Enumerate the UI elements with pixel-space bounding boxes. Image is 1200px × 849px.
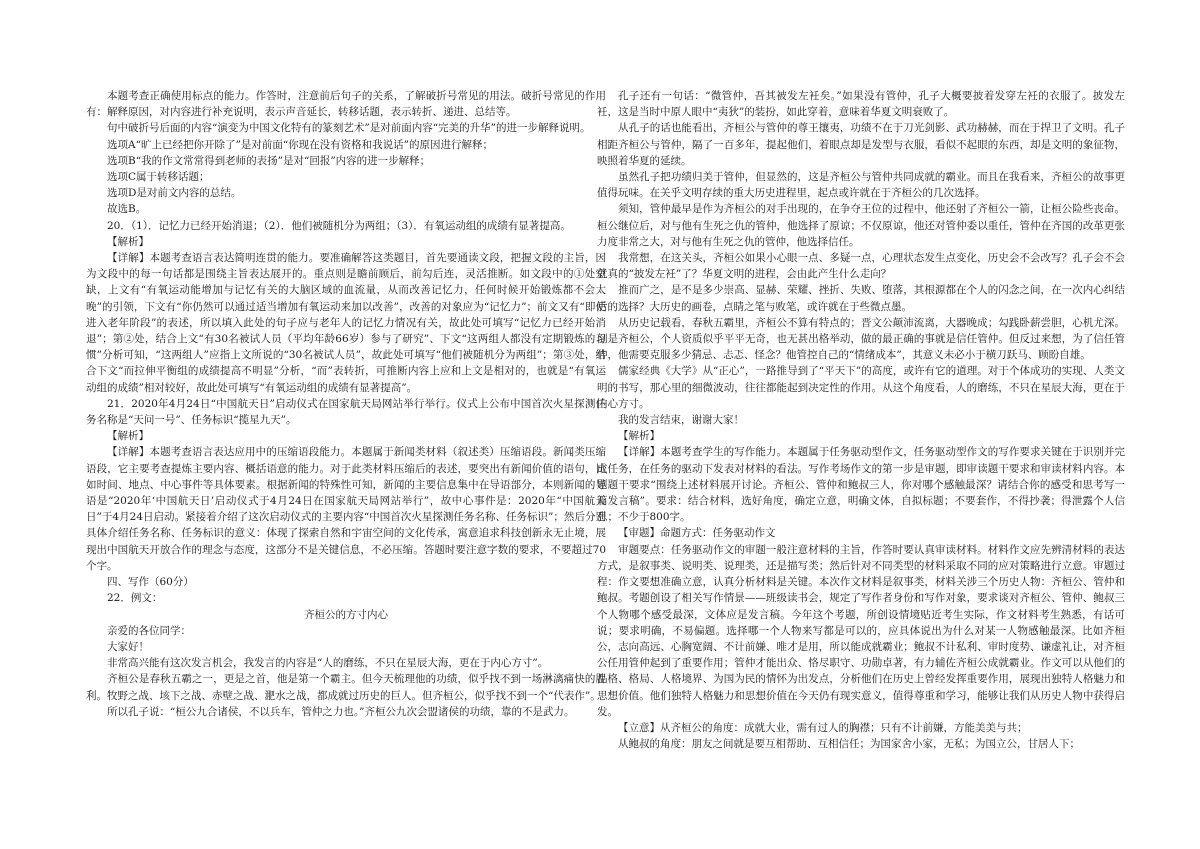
- paragraph: 【详解】本题考查学生的写作能力。本题属于任务驱动型作文，任务驱动型作文的写作要求关键在于识别并完成任务，在任务的驱动下发表对材料的看法。写作考场作文的第一步是审题，即审读题干要求和审读材料内容。本题题干要求“围绕上述材料展开讨论。齐桓公、管仲和鲍叔三人，你对哪个感触最深？请结合你的感受和思考写一篇发言稿”。要求：结合材料，选好角度，确定立意，明确文体，自拟标题；不要套作，不得抄袭；得泄露个人信息；不少于800字。: [597, 446, 1125, 524]
- paragraph: 【立意】从齐桓公的角度：成就大业，需有过人的胸襟；只有不计前嫌，方能美美与共；: [618, 721, 1028, 734]
- paragraph: 我的发言结束，谢谢大家！: [618, 414, 744, 427]
- paragraph: 孔子还有一句话：“微管仲，吾其被发左衽矣。”如果没有管仲，孔子大概要披着发穿左衽的衣服了。披发左衽，这是当时中原人眼中“夷狄”的装扮，如此穿着，意味着华夏文明衰败了。: [597, 90, 1125, 119]
- paragraph: 须知，管仲最早是作为齐桓公的对手出现的，在争夺王位的过程中，他还射了齐桓公一箭，让桓公险些丧命。桓公继位后，对与他有生死之仇的管仲，他选择了原谅；不仅原谅，他还对管仲委以重任，管仲在齐国的改革更张力度非常之大，对与他有生死之仇的管仲，他选择信任。: [597, 203, 1125, 248]
- answer-20: 20．（1）．记忆力已经开始消退；（2）．他们被随机分为两组；（3）．有氧运动组的成绩有显著提高。: [107, 219, 571, 232]
- right-column: [597, 88, 1125, 752]
- paragraph: 句中破折号后面的内容“演变为中国文化特有的篆刻艺术”是对前面内容“完美的升华”的进一步解释说明。: [107, 122, 591, 135]
- paragraph: 从历史记载看，春秋五霸里，齐桓公不算有特点的；晋文公颠沛流离，大器晚成；勾践卧薪尝胆，心机尤深。倒是齐桓公，个人资质似乎平平无奇，也无甚出格举动，做的最正确的事就是信任管仲。但反过来想，为了信任管仲，他需要克服多少猜忌、忐忑、怪念？他管控自己的“情绪成本”，其意义未必小于横刀跃马、顾盼自雄。: [597, 316, 1125, 362]
- essay-title: 齐桓公的方寸内心: [304, 608, 388, 621]
- paragraph: 【详解】本题考查语言表达简明连贯的能力。要准确解答这类题目，首先要通读文段，把握文段的主旨，因为文段中的每一句话都是围绕主旨表达展开的。重点则是瞻前顾后，前勾后连，灵活推断。如文段中的①处空缺，上文有“有氧运动能增加与记忆有关的大脑区域的血流量，从而改善记忆力，任何时候开始锻炼都不会太晚”的引领，下文有“你仍然可以通过适当增加有氧运动来加以改善”，改善的对象应为“记忆力”；前文又有“即使进入老年阶段”的表述，所以填入此处的句子应与老年人的记忆力情况有关，故此处可填写“记忆力已经开始消退”；第②处，结合上文“有30名被试人员（平均年龄66岁）参与了研究”、下文“这两组人都没有定期锻炼的习惯”分析可知，“这两组人”应指上文所说的“30名被试人员”，故此处可填写“他们被随机分为两组”；第③处，结合下文“而拉伸平衡组的成绩提高不明显”分析，“而”表转折，可推断内容上应和上文是相对的，也就是“有氧运动组的成绩”相对较好，故此处可填写“有氧运动组的成绩有显著提高”。: [86, 252, 606, 394]
- paragraph: 从鲍叔的角度：朋友之间就是要互相帮助、互相信任；为国家舍小家，无私；为国立公，甘居人下；: [618, 738, 1080, 751]
- paragraph: 选项B“我的作文常常得到老师的表扬”是对“回报”内容的进一步解释；: [107, 154, 431, 167]
- section-heading: 四、写作（60分）: [107, 576, 194, 589]
- analysis-label: 【解析】: [618, 430, 660, 443]
- paragraph: 我常想，在这关头，齐桓公如果小心眼一点、多疑一点，心理状态发生点变化，历史会不会改写？孔子会不会就真的“披发左衽”了？华夏文明的进程，会由此产生什么走向？: [597, 252, 1125, 281]
- paragraph: 选项D是对前文内容的总结。: [107, 187, 242, 200]
- essay-paragraph: 所以孔子说：“桓公九合诸侯，不以兵车，管仲之力也。”齐桓公九次会盟诸侯的功绩，靠的不是武力。: [107, 705, 575, 718]
- essay-paragraph: 大家好！: [107, 640, 149, 653]
- paragraph: 【详解】本题考查语言表达应用中的压缩语段能力。本题属于新闻类材料（叙述类）压缩语段。新闻类压缩语段，它主要考查提炼主要内容、概括语意的能力。对于此类材料压缩后的表述，要突出有新闻价值的语句，比如时间、地点、中心事件等具体要素。根据新闻的特殊性可知，新闻的主要信息集中在导语部分，本则新闻的导语是“2020年‘中国航天日’启动仪式于4月24日在国家航天局网站举行”，故中心事件是：2020年“中国航天日”于4月24日启动。紧接着介绍了这次启动仪式的主要内容“中国首次火星探测任务名称、任务标识”；然后分别具体介绍任务名称、任务标识的意义：体现了探索自然和宇宙空间的文化传承，寓意追求科技创新永无止境，展现出中国航天开放合作的理念与态度，这部分不是关键信息，不必压缩。答题时要注意字数的要求，不要超过70个字。: [86, 446, 606, 572]
- answer-21: 21．2020年4月24日“中国航天日”启动仪式在国家航天局网站举行举行。仪式上公布中国首次火星探测任务名称是“天问一号”、任务标识“揽星九天”。: [86, 397, 606, 427]
- essay-paragraph: 齐桓公是春秋五霸之一，更是之首，他是第一个霸主。但今天梳理他的功绩，似乎找不到一场淋漓痛快的胜利。牧野之战、垓下之战、赤壁之战、淝水之战，都成就过历史的巨人。但齐桓公，似乎找不到一个“代表作”。: [86, 673, 606, 702]
- paragraph: 选项A“旷上已经把你开除了”是对前面“你现在没有资格和我说话”的原因进行解释；: [107, 138, 494, 151]
- paragraph: 【审题】命题方式：任务驱动作文: [618, 527, 776, 540]
- paragraph: 推而广之，是不是多少崇高、显赫、荣耀、挫折、失败、堕落，其根源都在个人的闪念之间，在一次内心纠结后的选择？大历史的画卷，点睛之笔与败笔，或许就在于些微点墨。: [597, 284, 1125, 313]
- paragraph: 本题考查正确使用标点的能力。作答时，注意前后句子的关系，了解破折号常见的用法。破折号常见的作用有：解释原因，对内容进行补充说明，表示声音延长，转移话题，表示转折、递进、总结等。: [86, 90, 606, 119]
- essay-paragraph: 亲爱的各位同学：: [107, 624, 191, 637]
- essay-paragraph: 非常高兴能有这次发言机会，我发言的内容是“人的磨练，不只在星辰大海，更在于内心方寸”。: [107, 657, 549, 670]
- paragraph: 虽然孔子把功绩归美于管仲，但显然的，这是齐桓公与管仲共同成就的霸业。而且在我看来，齐桓公的故事更值得玩味。在关乎文明存续的重大历史进程里，起点或许就在于齐桓公的几次选择。: [597, 171, 1125, 200]
- paragraph: 审题要点：任务驱动作文的审题一般注意材料的主旨，作答时要认真审读材料。材料作文应先辨清材料的表达方式，是叙事类、说明类、说理类，还是描写类；然后针对不同类型的材料采取不同的应对策略进行立意。审题过程：作文要想准确立意，认真分析材料是关键。本次作文材料是叙事类，材料关涉三个历史人物：齐桓公、管仲和鲍叔。考题创设了相关写作情景——班级读书会，规定了写作者身份和写作对象，要求谈对齐桓公、管仲、鲍叔三个人物哪个感受最深，文体应是发言稿。今年这个考题，所创设情境贴近考生实际，作文材料考生熟悉，有话可说；要求明确，不易偏题。选择哪一个人物来写都是可以的，应具体说出为什么对某一人物感触最深。比如齐桓公，志向高远、心胸宽阔、不计前嫌、唯才是用，所以能成就霸业；鲍叔不计私利、审时度势、谦虚礼让，对齐桓公任用管仲起到了重要作用；管仲才能出众、恪尽职守、功勋卓著，有力辅佐齐桓公成就霸业。作文可以从他们的品格、格局、人格境界、为国为民的情怀为出发点，分析他们在历史上曾经发挥重要作用，展现出独特人格魅力和思想价值。他们独特人格魅力和思想价值在今天仍有现实意义，值得尊重和学习，能够让我们从历史人物中获得启发。: [597, 543, 1125, 718]
- paragraph: 选项C属于转移话题；: [107, 171, 210, 184]
- paragraph: 儒家经典《大学》从“正心”，一路推导到了“平天下”的高度，或许有它的道理。对于个体成功的实现、人类文明的书写，那心里的细微波动，往往都能起到决定性的作用。从这个角度看，人的磨练，不只在星辰大海，更在于内心方寸。: [597, 365, 1125, 410]
- paragraph: 故选B。: [107, 203, 147, 216]
- paragraph: 22．例文：: [107, 592, 163, 605]
- analysis-label: 【解析】: [107, 430, 149, 443]
- analysis-label: 【解析】: [107, 235, 149, 248]
- left-column: [86, 88, 606, 720]
- paragraph: 从孔子的话也能看出，齐桓公与管仲的尊王攘夷，功绩不在于刀光剑影、武功赫赫，而在于捍卫了文明。孔子相距齐桓公与管仲，隔了一百多年，提起他们，着眼点却是发型与衣服，看似不起眼的东西，却是文明的象征物，映照着华夏的延续。: [597, 122, 1125, 167]
